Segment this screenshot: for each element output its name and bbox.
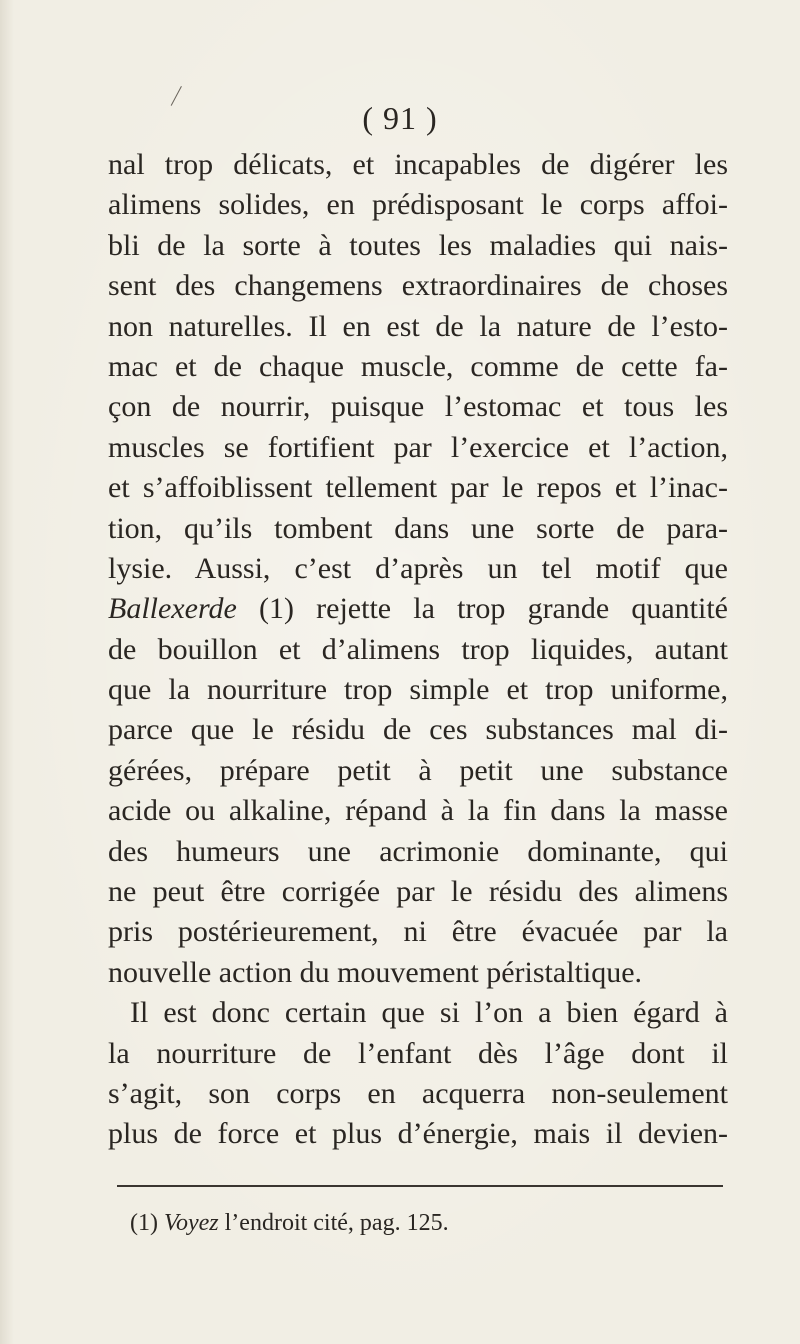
footnote-text: l’endroit cité, pag. 125. xyxy=(218,1210,449,1236)
text-line: s’agit, son corps en acquerra non-seulement xyxy=(108,1076,728,1110)
text-line: ne peut être corrigée par le résidu des alimens xyxy=(108,875,728,909)
text-line: plus de force et plus d’énergie, mais il devien- xyxy=(108,1117,728,1151)
footnote-divider xyxy=(117,1185,723,1187)
text-line: et s’affoiblissent tellement par le repos et l’inac- xyxy=(108,471,728,505)
text-line: muscles se fortifient par l’exercice et l’action, xyxy=(108,430,728,464)
text-line: alimens solides, en prédisposant le corps affoi- xyxy=(108,188,728,222)
page-number: ( 91 ) xyxy=(362,100,438,136)
footnote-italic: Voyez xyxy=(163,1210,219,1236)
text-line: nouvelle action du mouvement péristaltique. xyxy=(108,955,643,989)
text-line: non naturelles. Il en est de la nature de l’esto- xyxy=(108,309,728,343)
text-line: acide ou alkaline, répand à la fin dans la masse xyxy=(108,794,728,828)
text-line: mac et de chaque muscle, comme de cette fa- xyxy=(108,349,728,383)
text-line: nal trop délicats, et incapables de digérer les xyxy=(108,148,728,181)
text-line: de bouillon et d’alimens trop liquides, autant xyxy=(108,632,728,666)
text-line: parce que le résidu de ces substances mal di- xyxy=(108,713,728,747)
footnote xyxy=(130,1210,449,1237)
text-line: la nourriture de l’enfant dès l’âge dont il xyxy=(108,1036,728,1070)
text-line: pris postérieurement, ni être évacuée par la xyxy=(108,915,728,949)
text-line: des humeurs une acrimonie dominante, qui xyxy=(108,834,728,868)
text-line: gérées, prépare petit à petit une substance xyxy=(108,753,728,787)
author-name-italic: Ballexerde xyxy=(108,592,237,626)
footnote-marker: (1) xyxy=(130,1210,158,1236)
text-line-rest: (1) rejette la trop grande quantité xyxy=(236,592,728,626)
text-line xyxy=(108,589,728,629)
text-line: lysie. Aussi, c’est d’après un tel motif que xyxy=(108,551,728,585)
body-text xyxy=(108,145,728,1155)
text-line: tion, qu’ils tombent dans une sorte de para- xyxy=(108,511,728,545)
text-line: Il est donc certain que si l’on a bien égard à xyxy=(130,996,728,1030)
text-line: bli de la sorte à toutes les maladies qui nais- xyxy=(108,228,728,262)
text-line: çon de nourrir, puisque l’estomac et tous les xyxy=(108,390,728,424)
text-line: sent des changemens extraordinaires de choses xyxy=(108,269,728,303)
text-line: que la nourriture trop simple et trop uniforme, xyxy=(108,673,728,707)
